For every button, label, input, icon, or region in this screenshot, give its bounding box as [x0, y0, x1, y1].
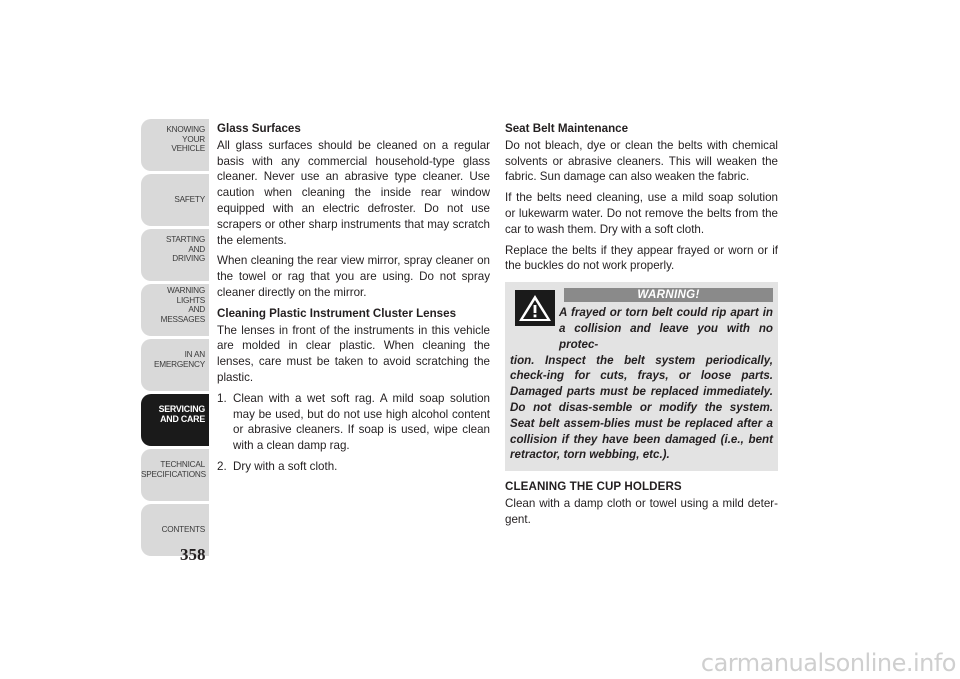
- step-number: 1.: [217, 391, 227, 405]
- tab-label-line: AND: [188, 305, 205, 315]
- warning-text: [510, 305, 773, 463]
- watermark: carmanualsonline.info: [700, 649, 956, 677]
- tab-label-line: STARTING: [165, 235, 205, 244]
- tab-label-line: IN AN: [184, 350, 205, 359]
- cup-holders-paragraph: Clean with a damp cloth or towel using a mild deter-gent.: [505, 496, 778, 526]
- warning-box: [505, 282, 778, 471]
- glass-surfaces-heading: Glass Surfaces: [217, 122, 301, 135]
- glass-surfaces-paragraph: All glass surfaces should be cleaned on a regular basis with any commercial household-type glass cleaner. Never use an abrasive type cleaner. Use caution when cleaning the inside rear window equipped with an electric defroster. Do not use scrapers or other sharp instruments that may scratch the elements.: [217, 138, 490, 247]
- tab-label-line: YOUR: [182, 134, 205, 144]
- tab-label-line: SAFETY: [174, 195, 205, 204]
- warning-title: WARNING!: [564, 288, 773, 302]
- tab-label-line: SPECIFICATIONS: [141, 469, 206, 479]
- step-number: 2.: [217, 459, 227, 473]
- cup-holders-heading: CLEANING THE CUP HOLDERS: [505, 480, 682, 494]
- seat-belt-paragraph: If the belts need cleaning, use a mild soap solution or lukewarm water. Do not remove the belts from the car to wash them. Dry with a soft cloth.: [505, 191, 778, 236]
- tab-label-line: DRIVING: [172, 254, 205, 264]
- instrument-lenses-heading: Cleaning Plastic Instrument Cluster Lenses: [217, 306, 457, 320]
- seat-belt-paragraph: Replace the belts if they appear frayed or worn or if the buckles do not work properly.: [505, 243, 778, 273]
- tab-label-line: MESSAGES: [160, 314, 205, 324]
- step-text: Dry with a soft cloth.: [233, 459, 338, 473]
- tab-label-line: LIGHTS: [176, 295, 205, 305]
- page-number: 358: [180, 545, 206, 564]
- list-item: [217, 391, 490, 454]
- list-item: [217, 459, 490, 475]
- tab-technical-specifications[interactable]: [141, 449, 209, 501]
- tab-label-line: AND CARE: [160, 413, 205, 424]
- right-column: [505, 121, 778, 533]
- tab-label-line: AND: [188, 244, 205, 254]
- warning-triangle-icon: [515, 290, 555, 326]
- tab-label-line: TECHNICAL: [160, 460, 205, 469]
- tab-label-line: CONTENTS: [161, 525, 205, 534]
- instrument-lenses-paragraph: The lenses in front of the instruments in this vehicle are molded in clear plastic. When cleaning the lenses, care must be taken to avoid scratching the plastic.: [217, 323, 490, 384]
- tab-warning-lights-and-messages[interactable]: [141, 284, 209, 336]
- tab-servicing-and-care[interactable]: [141, 394, 209, 446]
- left-column: [217, 121, 490, 480]
- warning-text-part: tion. Inspect the belt system periodically, check-ing for cuts, frays, or loose parts. Damaged parts must be replaced immediately. Do not disas-semble or modify the system. Seat belt assem-blies must be replaced after a collision if they have been damaged (i.e., bent retractor, torn webbing, etc.).: [510, 353, 773, 462]
- seat-belt-paragraph: Do not bleach, dye or clean the belts with chemical solvents or abrasive cleaners. This will weaken the fabric. Sun damage can also weaken the fabric.: [505, 138, 778, 184]
- tab-label-line: SERVICING: [158, 404, 205, 414]
- tab-knowing-your-vehicle[interactable]: [141, 119, 209, 171]
- rear-view-mirror-paragraph: When cleaning the rear view mirror, spray cleaner on the towel or rag that you are using. Do not spray cleaner directly on the mirror.: [217, 254, 490, 299]
- step-text: Clean with a wet soft rag. A mild soap solution may be used, but do not use high alcohol content or abrasive cleaners. If soap is used, wipe clean with a clean damp rag.: [233, 391, 490, 453]
- warning-text-part: A frayed or torn belt could rip apart in a collision and leave you with no protec-: [559, 306, 773, 351]
- tab-label-line: EMERGENCY: [154, 359, 205, 369]
- tab-in-an-emergency[interactable]: [141, 339, 209, 391]
- tab-label-line: WARNING: [167, 286, 205, 295]
- tab-starting-and-driving[interactable]: [141, 229, 209, 281]
- tab-label-line: KNOWING: [166, 125, 205, 134]
- tab-label-line: VEHICLE: [171, 144, 205, 154]
- seat-belt-maintenance-heading: Seat Belt Maintenance: [505, 122, 629, 135]
- tab-safety[interactable]: [141, 174, 209, 226]
